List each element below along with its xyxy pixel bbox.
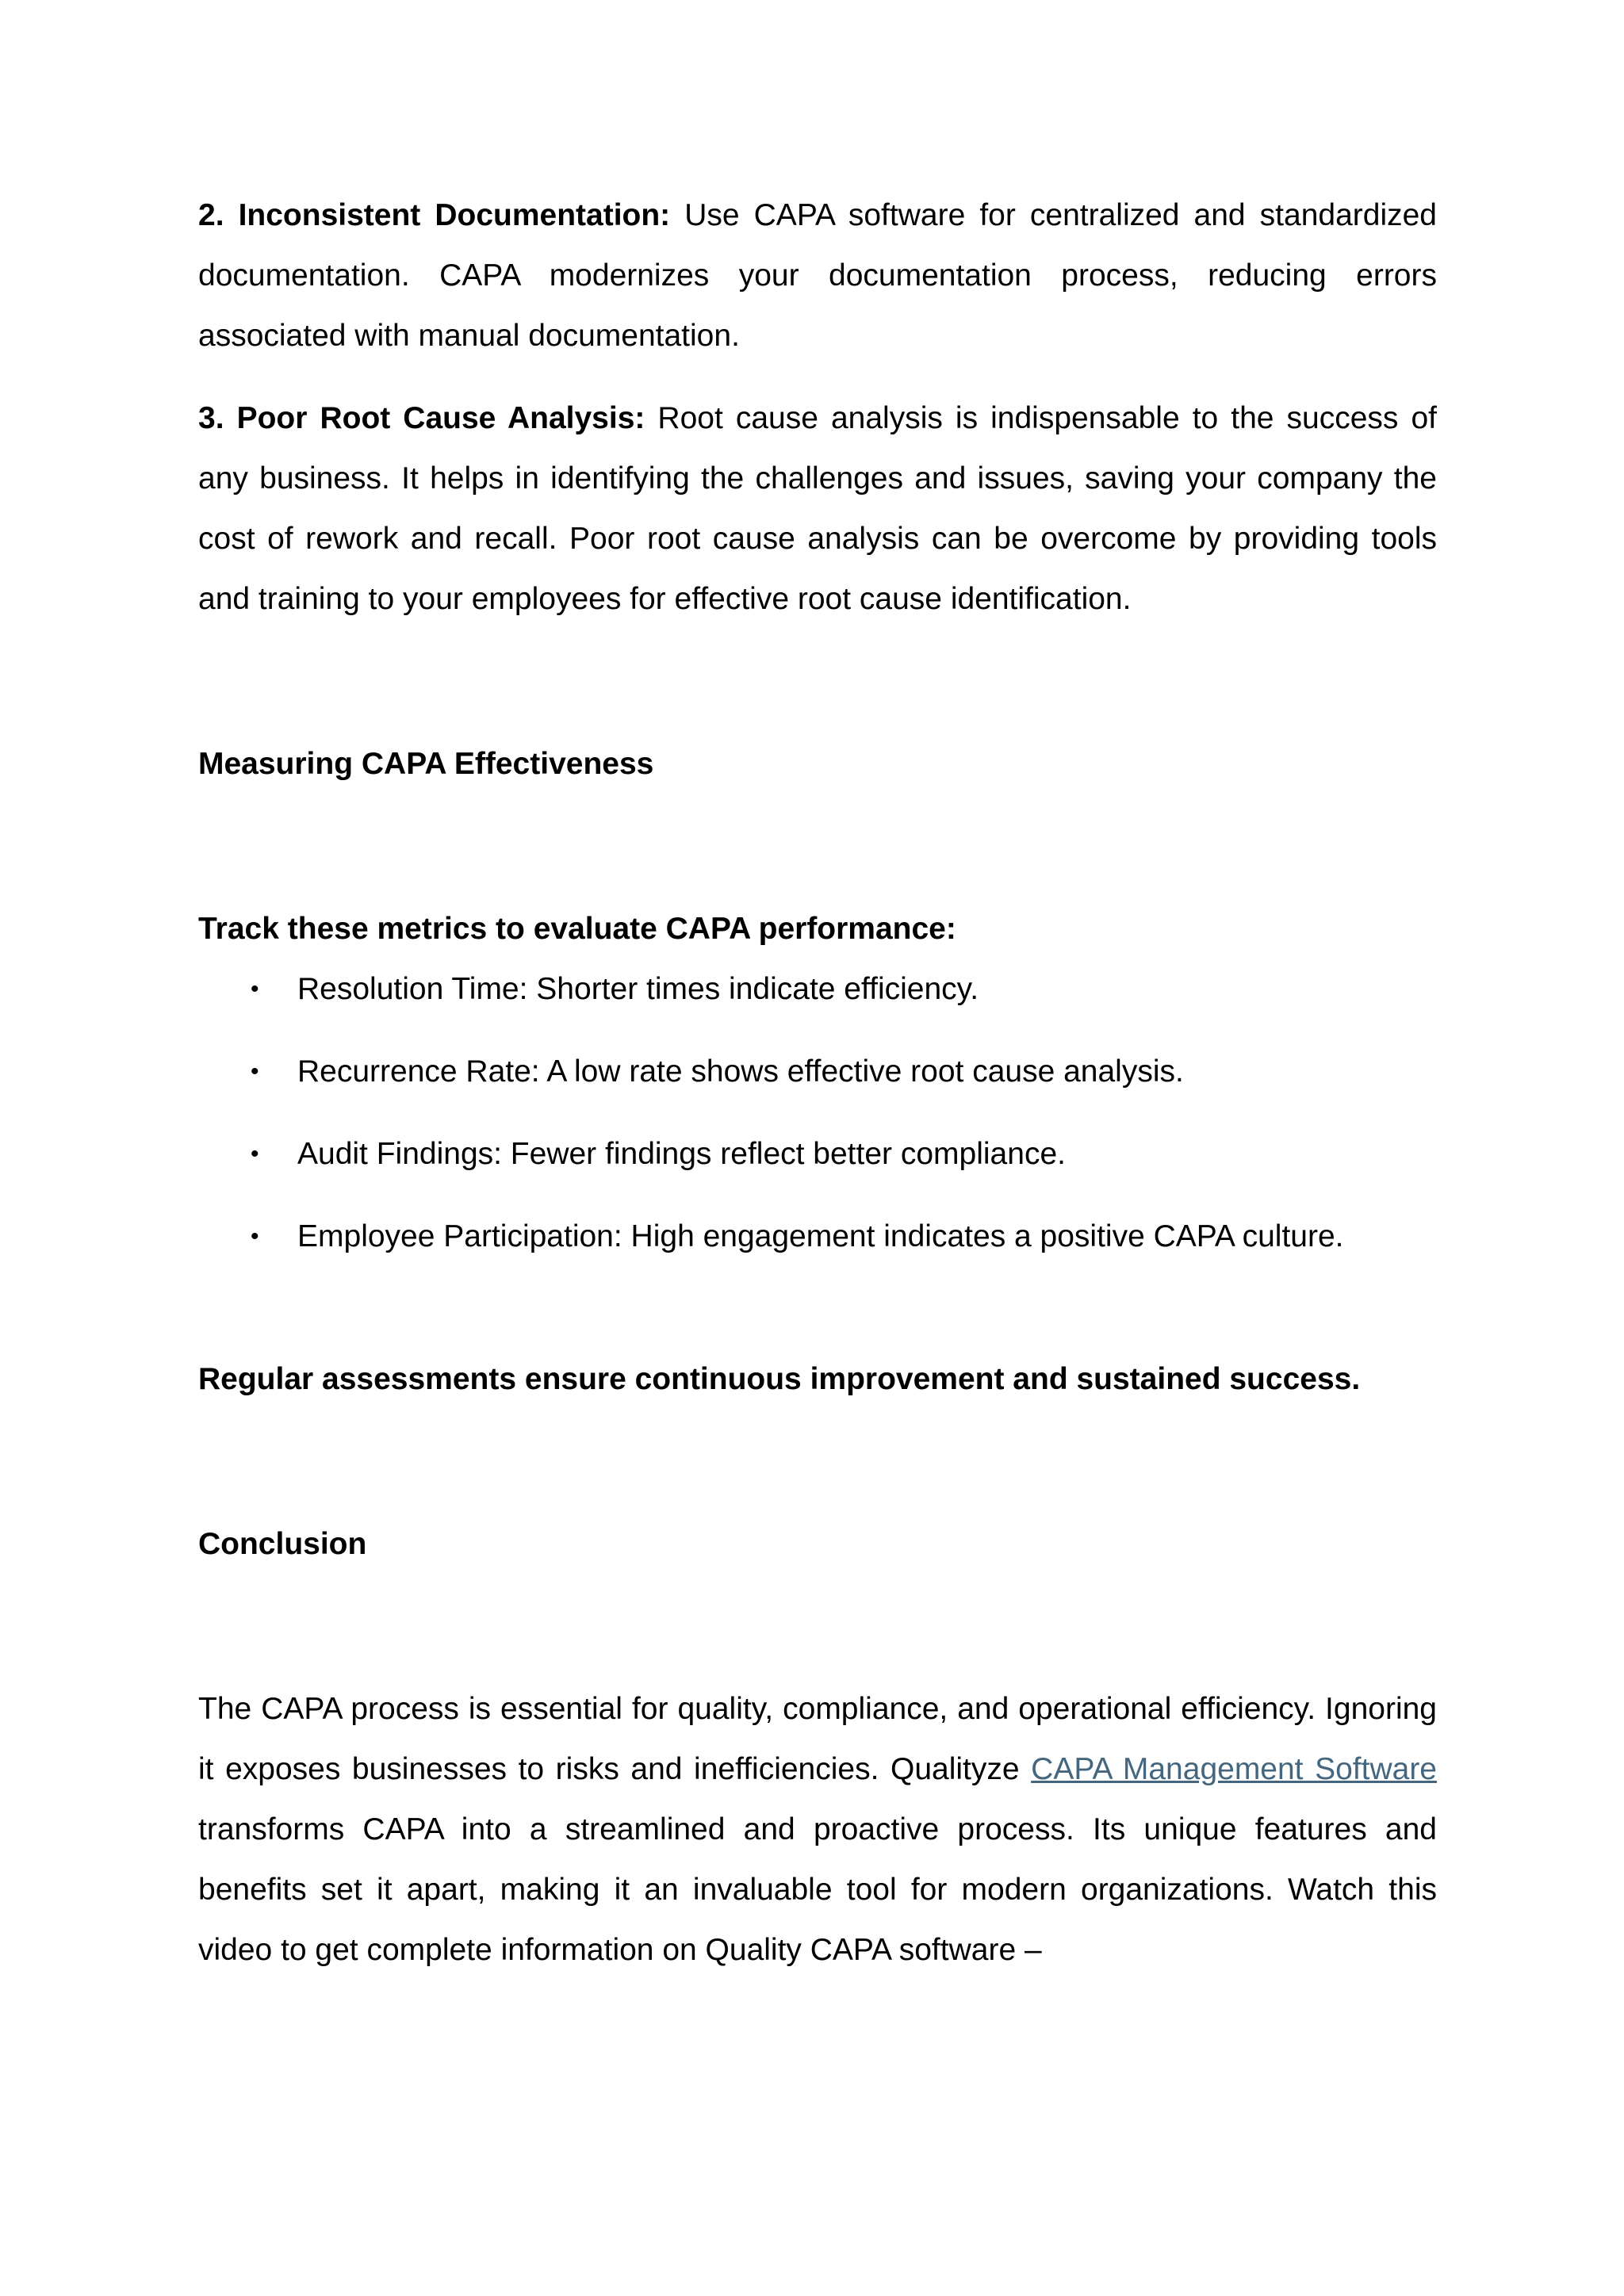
list-item: [198, 1124, 1437, 1184]
paragraph-inconsistent-documentation: [198, 186, 1437, 366]
list-item-text: Audit Findings: Fewer findings reflect better compliance.: [297, 1137, 1066, 1171]
list-item: [198, 1042, 1437, 1102]
list-item: [198, 1207, 1437, 1267]
conclusion-text-after-link: transforms CAPA into a streamlined and proactive process. Its unique features and benefits set it apart, making it an invaluable tool for modern organizations. Watch this video to get complete information on Quality CAPA software –: [198, 1812, 1437, 1967]
conclusion-text-before-link: The CAPA process is essential for quality, compliance, and operational efficiency. Ignoring it exposes businesses to risks and inefficiencies. Qualityze: [198, 1692, 1437, 1786]
paragraph-conclusion: [198, 1679, 1437, 1980]
document-content: [198, 186, 1437, 1980]
heading-track-metrics: Track these metrics to evaluate CAPA performance:: [198, 912, 956, 946]
bullet-icon: •: [251, 1058, 259, 1085]
regular-assessments-statement: Regular assessments ensure continuous improvement and sustained success.: [198, 1362, 1361, 1396]
list-item-text: Resolution Time: Shorter times indicate efficiency.: [297, 972, 979, 1006]
list-item-text: Recurrence Rate: A low rate shows effective root cause analysis.: [297, 1054, 1184, 1089]
inconsistent-documentation-text: Use CAPA software for centralized and standardized documentation. CAPA modernizes your documentation process, reducing errors associated with manual documentation.: [198, 198, 1437, 353]
poor-root-cause-label: 3. Poor Root Cause Analysis:: [198, 401, 645, 435]
capa-management-software-link[interactable]: CAPA Management Software: [1031, 1752, 1437, 1786]
poor-root-cause-text: Root cause analysis is indispensable to the success of any business. It helps in identifying the challenges and issues, saving your company the cost of rework and recall. Poor root cause analysis can be overcome by providing tools and training to your employees for effective root cause identification.: [198, 401, 1437, 616]
bullet-icon: •: [251, 1141, 259, 1167]
heading-conclusion: Conclusion: [198, 1527, 367, 1561]
list-item-text: Employee Participation: High engagement indicates a positive CAPA culture.: [297, 1219, 1344, 1253]
paragraph-poor-root-cause: [198, 388, 1437, 629]
inconsistent-documentation-label: 2. Inconsistent Documentation:: [198, 198, 671, 232]
heading-measuring-capa: Measuring CAPA Effectiveness: [198, 747, 654, 781]
list-item: [198, 959, 1437, 1020]
bullet-icon: •: [251, 1223, 259, 1249]
bullet-icon: •: [251, 976, 259, 1002]
metrics-list: [198, 959, 1437, 1267]
